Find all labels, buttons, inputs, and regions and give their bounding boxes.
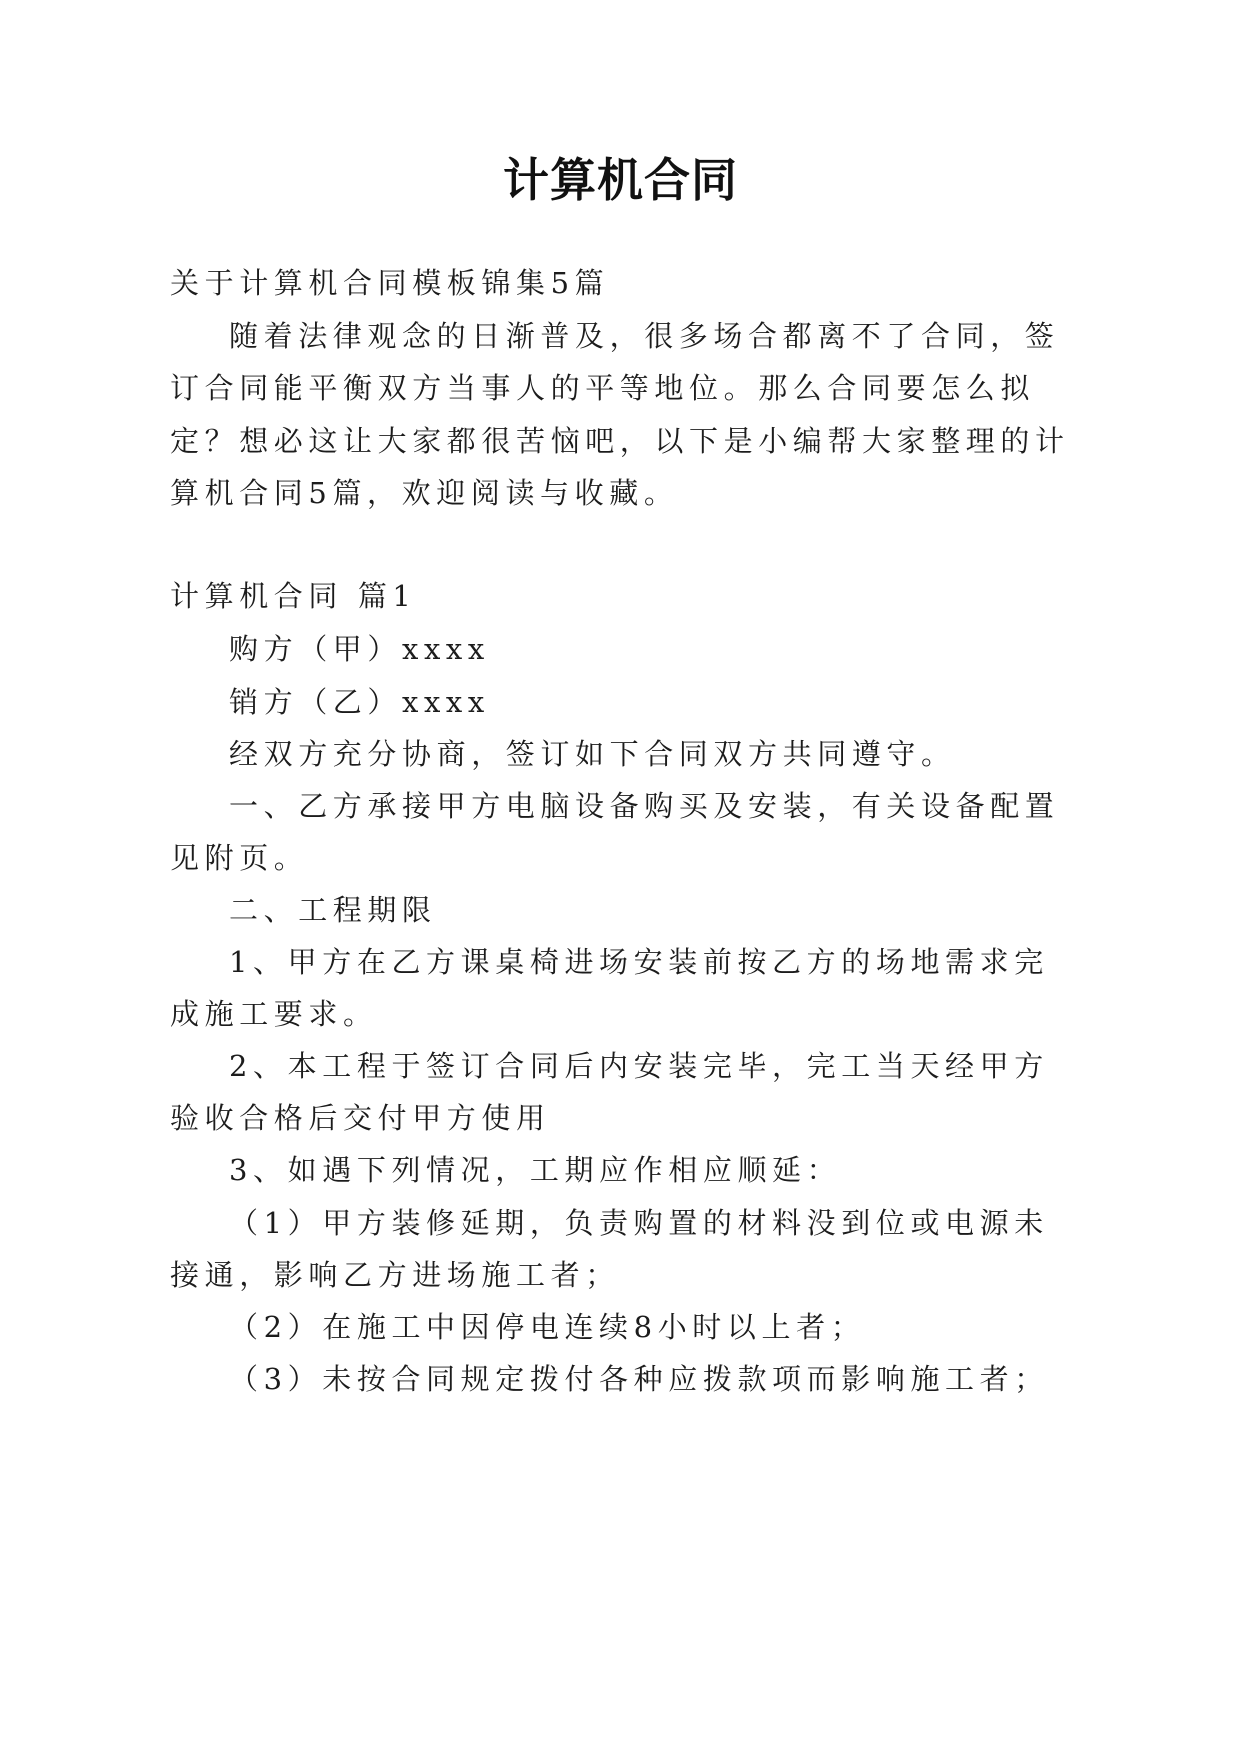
body-line-15: （3）未按合同规定拨付各种应拨款项而影响施工者； <box>229 1362 1049 1396</box>
body-line-9: 2、本工程于签订合同后内安装完毕，完工当天经甲方 <box>229 1049 1049 1083</box>
intro-heading: 关于计算机合同模板锦集5篇 <box>170 266 610 300</box>
intro-line-2: 订合同能平衡双方当事人的平等地位。那么合同要怎么拟 <box>170 371 1036 405</box>
intro-line-1: 随着法律观念的日渐普及，很多场合都离不了合同，签 <box>229 319 1060 353</box>
body-line-8: 成施工要求。 <box>170 997 378 1031</box>
body-line-4: 一、乙方承接甲方电脑设备购买及安装，有关设备配置 <box>229 789 1060 823</box>
body-line-12: （1）甲方装修延期，负责购置的材料没到位或电源未 <box>229 1206 1049 1240</box>
document-title: 计算机合同 <box>503 153 738 207</box>
intro-line-4: 算机合同5篇，欢迎阅读与收藏。 <box>170 476 679 510</box>
body-line-1: 购方（甲）xxxx <box>229 632 490 666</box>
body-line-2: 销方（乙）xxxx <box>229 685 490 719</box>
body-line-7: 1、甲方在乙方课桌椅进场安装前按乙方的场地需求完 <box>229 945 1049 979</box>
intro-line-3: 定？想必这让大家都很苦恼吧，以下是小编帮大家整理的计 <box>170 424 1070 458</box>
section-heading: 计算机合同 篇1 <box>170 579 417 613</box>
body-line-3: 经双方充分协商，签订如下合同双方共同遵守。 <box>229 737 956 771</box>
body-line-13: 接通，影响乙方进场施工者； <box>170 1258 620 1292</box>
body-line-10: 验收合格后交付甲方使用 <box>170 1101 551 1135</box>
body-line-11: 3、如遇下列情况，工期应作相应顺延： <box>229 1153 842 1187</box>
body-line-6: 二、工程期限 <box>229 893 437 927</box>
body-line-5: 见附页。 <box>170 841 309 875</box>
body-line-14: （2）在施工中因停电连续8小时以上者； <box>229 1310 866 1344</box>
